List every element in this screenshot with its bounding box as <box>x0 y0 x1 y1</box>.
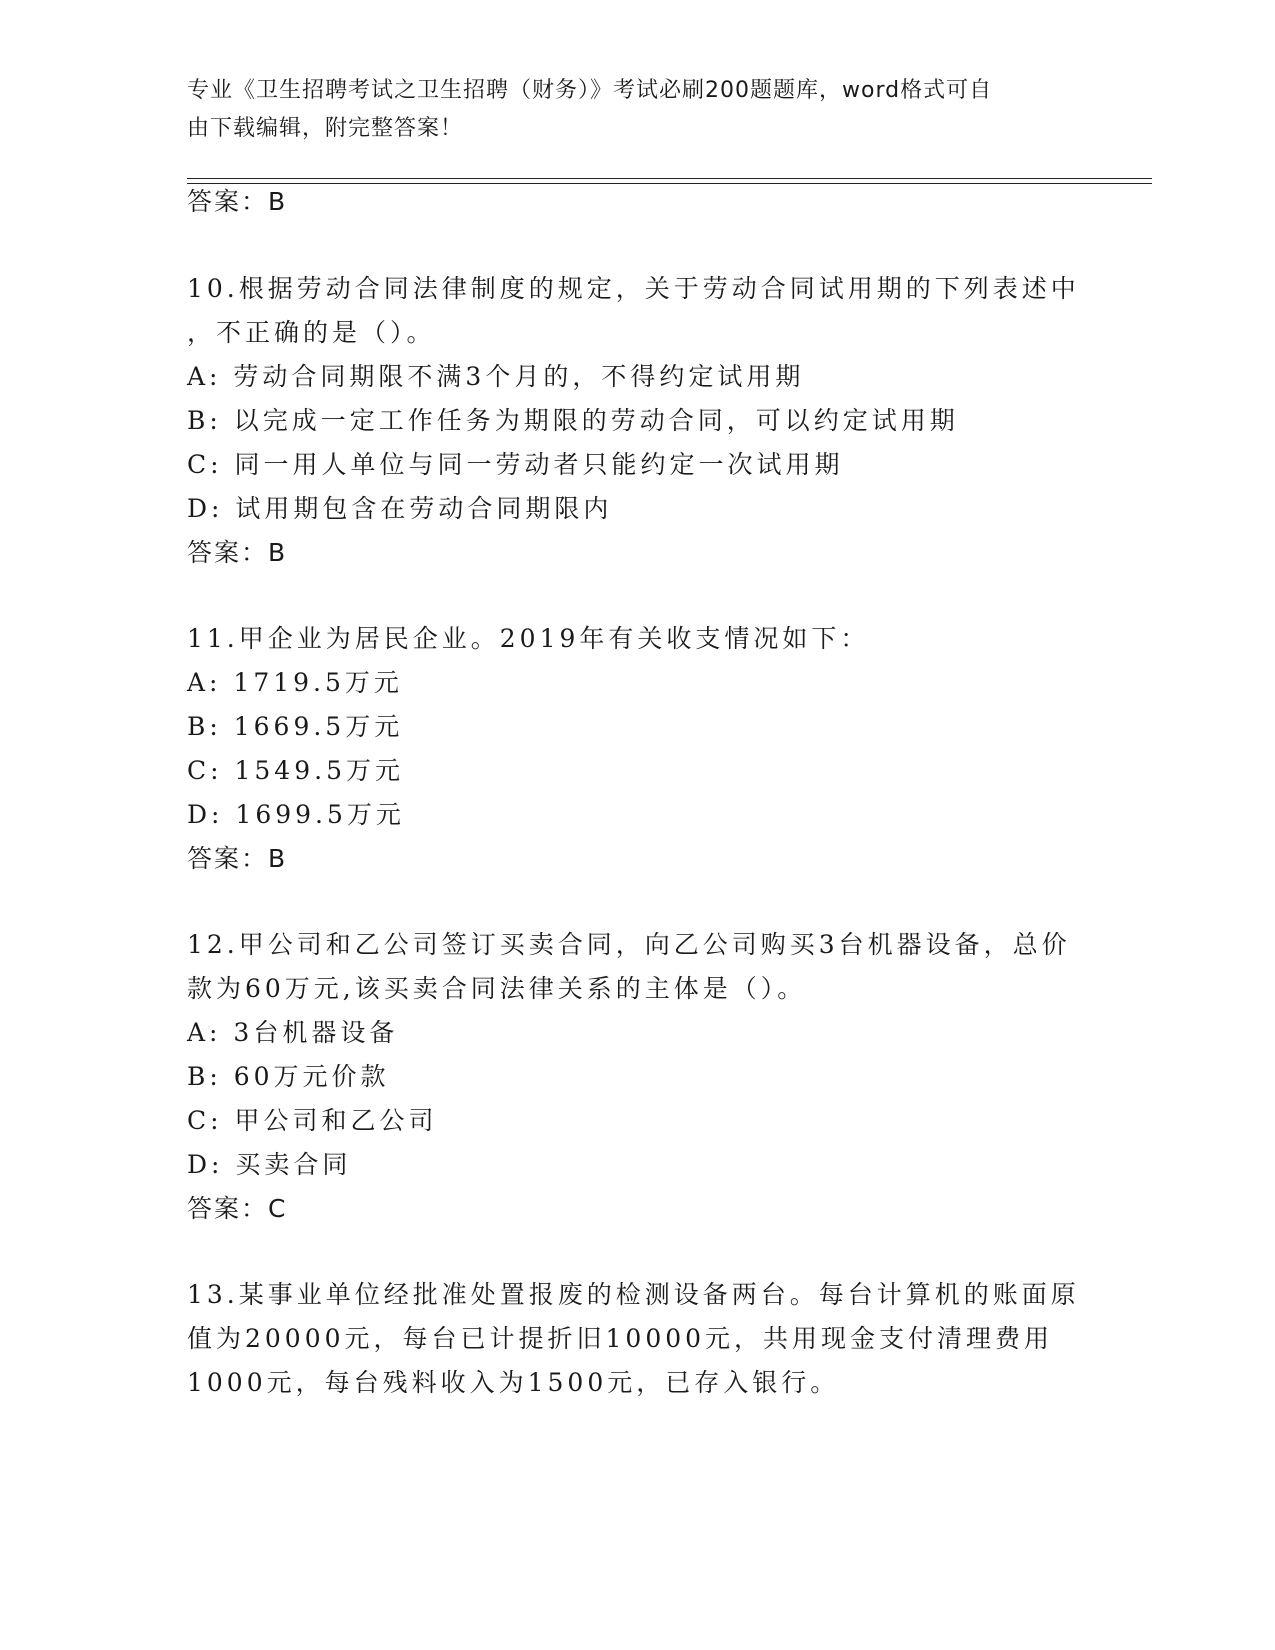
question-12-answer: 答案：C <box>187 1194 288 1223</box>
question-13-text-line-1: 13.某事业单位经批准处置报废的检测设备两台。每台计算机的账面原 <box>187 1280 1080 1309</box>
question-12-text-line-2: 款为60万元,该买卖合同法律关系的主体是（）。 <box>187 974 807 1003</box>
question-12-option-c: C: 甲公司和乙公司 <box>187 1106 438 1135</box>
previous-answer: 答案：B <box>187 187 288 216</box>
question-12-option-a: A: 3台机器设备 <box>187 1018 399 1047</box>
question-12-option-d: D: 买卖合同 <box>187 1150 352 1179</box>
question-10-text-line-2: ，不正确的是（）。 <box>187 318 436 347</box>
header-divider-bottom <box>187 183 1152 184</box>
question-11-option-b: B: 1669.5万元 <box>187 712 404 741</box>
question-12-text-line-1: 12.甲公司和乙公司签订买卖合同，向乙公司购买3台机器设备，总价 <box>187 930 1071 959</box>
question-11-option-a: A: 1719.5万元 <box>187 668 403 697</box>
question-11-option-d: D: 1699.5万元 <box>187 800 405 829</box>
question-11-option-c: C: 1549.5万元 <box>187 756 404 785</box>
question-10-text-line-1: 10.根据劳动合同法律制度的规定，关于劳动合同试用期的下列表述中 <box>187 274 1080 303</box>
question-10-answer: 答案：B <box>187 538 288 567</box>
question-11-answer: 答案：B <box>187 844 288 873</box>
question-10-option-b: B: 以完成一定工作任务为期限的劳动合同，可以约定试用期 <box>187 406 959 435</box>
header-title-line-2: 由下载编辑，附完整答案！ <box>187 116 464 141</box>
header-title-line-1: 专业《卫生招聘考试之卫生招聘（财务）》考试必刷200题题库，word格式可自 <box>187 78 993 103</box>
question-10-option-a: A: 劳动合同期限不满3个月的，不得约定试用期 <box>187 362 805 391</box>
document-header <box>187 72 1067 148</box>
header-divider-top <box>187 178 1152 179</box>
question-12-option-b: B: 60万元价款 <box>187 1062 390 1091</box>
question-11-text-line-1: 11.甲企业为居民企业。2019年有关收支情况如下： <box>187 624 870 653</box>
question-10-option-d: D: 试用期包含在劳动合同期限内 <box>187 494 613 523</box>
question-13-text-line-3: 1000元，每台残料收入为1500元，已存入银行。 <box>187 1368 840 1397</box>
question-13-text-line-2: 值为20000元，每台已计提折旧10000元，共用现金支付清理费用 <box>187 1324 1054 1353</box>
question-10-option-c: C: 同一用人单位与同一劳动者只能约定一次试用期 <box>187 450 844 479</box>
